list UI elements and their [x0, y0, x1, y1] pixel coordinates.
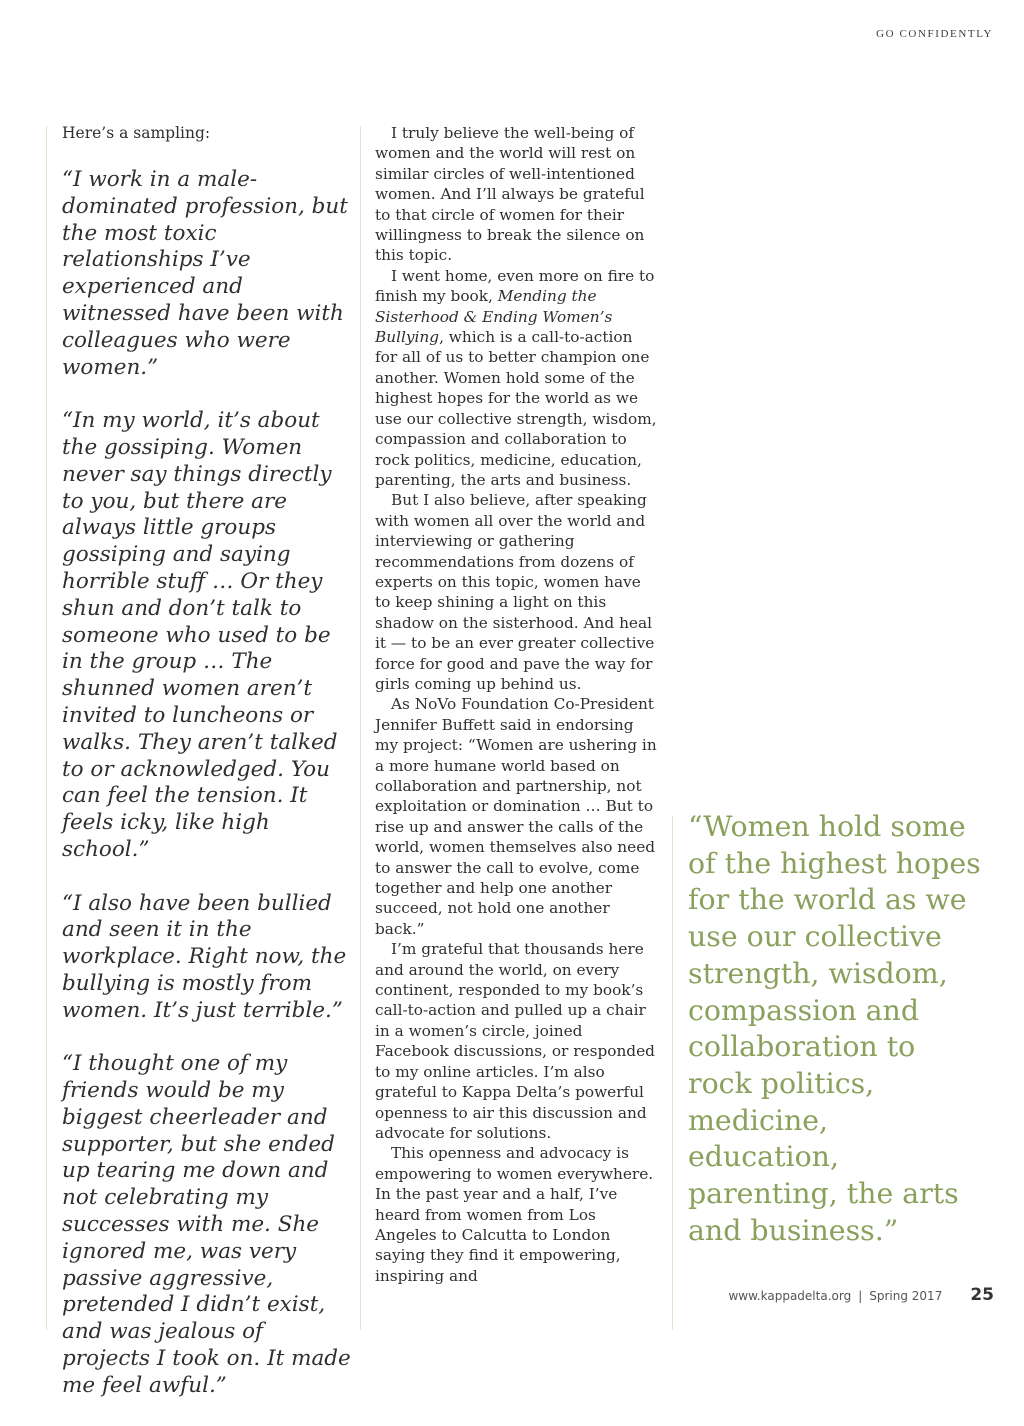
testimonial-quote: “I thought one of my friends would be my biggest cheerleader and supporter, but she ended up tearing me down and not celebrating my successes with me. She ignored me, was very passive aggressive, pretended I didn’t exist, and was jealous of projects I took on. It made me feel awful.” [62, 1051, 351, 1398]
testimonial-quote: “I work in a male-dominated profession, but the most toxic relationships I’ve experienced and witnessed have been with colleagues who were women.” [62, 167, 348, 380]
footer-separator: | [858, 1289, 863, 1303]
testimonial-quote: “In my world, it’s about the gossiping. Women never say things directly to you, but there are always little groups gossiping and saying horrible stuff … Or they shun and don’t talk to someone who used to be in the group … The shunned women aren’t invited to luncheons or walks. They aren’t talked to or acknowledged. You can feel the tension. It feels icky, like high school.” [62, 408, 338, 862]
column-rule-left [46, 126, 47, 1330]
article-body-column [375, 123, 657, 1286]
body-paragraph: I’m grateful that thousands here and around the world, on every continent, responded to my book’s call-to-action and pulled up a chair in a women’s circle, joined Facebook discussions, or responded to my online articles. I’m also grateful to Kappa Delta’s powerful openness to air this discussion and advocate for solutions. [375, 940, 655, 1142]
book-title: Mending the Sisterhood & Ending Women’s Bullying [375, 287, 613, 347]
page-footer [728, 1285, 994, 1305]
body-text: , which is a call-to-action for all of us to better champion one another. Women hold some of the highest hopes for the world as we use our collective strength, wisdom, compassion and collaboration to rock politics, medicine, education, parenting, the arts and business. [375, 328, 657, 489]
intro-text: Here’s a sampling: [62, 124, 211, 142]
body-text: I went home, even more on fire to finish my book, [375, 266, 655, 306]
testimonial-quote: “I also have been bullied and seen it in the workplace. Right now, the bullying is mostly from women. It’s just terrible.” [62, 890, 347, 1023]
page-number: 25 [970, 1285, 994, 1305]
footer-url: www.kappadelta.org [728, 1289, 852, 1303]
column-rule-right [672, 816, 673, 1330]
testimonial-column [62, 122, 352, 1426]
body-paragraph: As NoVo Foundation Co-President Jennifer Buffett said in endorsing my project: “Women are ushering in a more humane world based on collaboration and partnership, not exploitation or domination … But to rise up and answer the calls of the world, women themselves also need to answer the call to evolve, come together and help one another succeed, not hold one another back.” [375, 695, 657, 938]
body-paragraph: I truly believe the well-being of women and the world will rest on similar circles of well-intentioned women. And I’ll always be grateful to that circle of women for their willingness to break the silence on this topic. [375, 124, 645, 265]
section-header: GO CONFIDENTLY [876, 28, 993, 40]
body-paragraph: But I also believe, after speaking with women all over the world and interviewing or gathering recommendations from dozens of experts on this topic, women have to keep shining a light on this shadow on the sisterhood. And heal it — to be an ever greater collective force for good and pave the way for girls coming up behind us. [375, 491, 655, 693]
footer-issue: Spring 2017 [869, 1289, 943, 1303]
column-rule-middle [360, 126, 361, 1330]
body-paragraph [375, 266, 657, 490]
pull-quote: “Women hold some of the highest hopes for the world as we use our collective strength, wisdom, compassion and collaboration to rock politics, medicine, education, parenting, the arts and business.” [688, 810, 981, 1247]
body-paragraph: This openness and advocacy is empowering to women everywhere. In the past year and a half, I’ve heard from women from Los Angeles to Calcutta to London saying they find it empowering, inspiring and [375, 1144, 654, 1285]
